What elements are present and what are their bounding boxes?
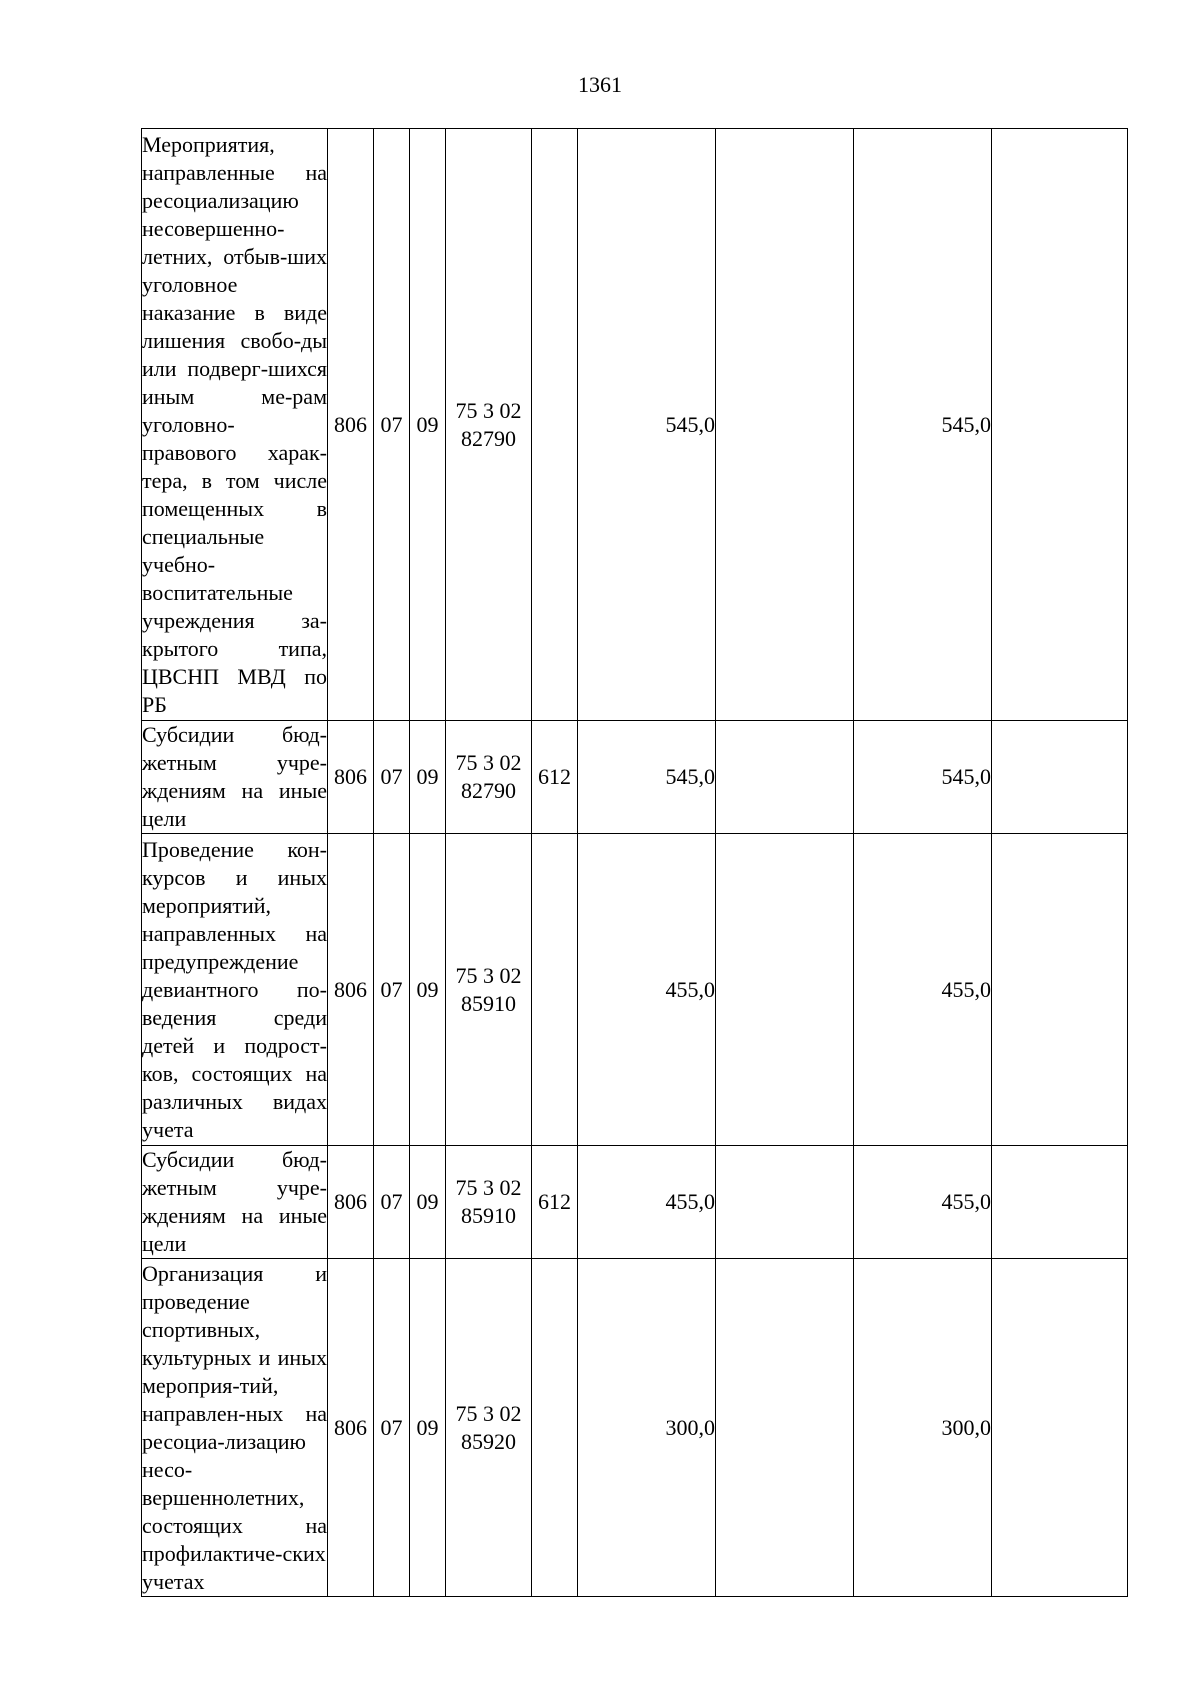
section-code: 07 — [374, 129, 410, 721]
ministry-code: 806 — [328, 834, 374, 1146]
table-row — [142, 1259, 1128, 1597]
amount-cell — [716, 129, 854, 721]
amount-cell: 545,0 — [578, 721, 716, 834]
row-description: Субсидии бюд-жетным учре-ждениям на иные цели — [142, 721, 328, 834]
page-number: 1361 — [578, 72, 622, 97]
expense-type-code: 612 — [532, 721, 578, 834]
expense-type-code — [532, 129, 578, 721]
table-row — [142, 721, 1128, 834]
ministry-code: 806 — [328, 1259, 374, 1597]
row-description: Проведение кон-курсов и иных мероприятий, направленных на предупреждение девиантного по-ведения среди детей и подрост-ков, состоящих на различных видах учета — [142, 834, 328, 1146]
amount-cell: 300,0 — [578, 1259, 716, 1597]
target-code-line2: 85910 — [461, 990, 516, 1016]
expense-type-code — [532, 1259, 578, 1597]
ministry-code: 806 — [328, 721, 374, 834]
target-code-line1: 75 3 02 — [455, 1400, 522, 1426]
target-code-line2: 82790 — [461, 425, 516, 451]
budget-table — [141, 128, 1128, 1597]
ministry-code: 806 — [328, 1146, 374, 1259]
amount-cell — [716, 1259, 854, 1597]
table-row — [142, 129, 1128, 721]
target-code-line2: 85910 — [461, 1203, 516, 1228]
target-article-code — [446, 1259, 532, 1597]
target-code-line1: 75 3 02 — [455, 750, 522, 775]
section-code: 07 — [374, 721, 410, 834]
amount-cell: 455,0 — [578, 834, 716, 1146]
amount-cell: 545,0 — [578, 129, 716, 721]
amount-cell — [992, 1146, 1128, 1259]
target-code-line1: 75 3 02 — [455, 397, 522, 423]
section-code: 07 — [374, 1259, 410, 1597]
amount-cell — [716, 834, 854, 1146]
amount-cell — [992, 129, 1128, 721]
amount-cell: 545,0 — [854, 129, 992, 721]
target-code-line2: 82790 — [461, 778, 516, 803]
amount-cell — [992, 834, 1128, 1146]
amount-cell — [992, 1259, 1128, 1597]
target-article-code — [446, 834, 532, 1146]
target-code-line1: 75 3 02 — [455, 1175, 522, 1200]
amount-cell — [992, 721, 1128, 834]
section-code: 07 — [374, 834, 410, 1146]
target-article-code — [446, 129, 532, 721]
target-code-line2: 85920 — [461, 1428, 516, 1454]
row-description: Субсидии бюд-жетным учре-ждениям на иные цели — [142, 1146, 328, 1259]
amount-cell: 455,0 — [578, 1146, 716, 1259]
amount-cell: 300,0 — [854, 1259, 992, 1597]
target-code-line1: 75 3 02 — [455, 962, 522, 988]
expense-type-code — [532, 834, 578, 1146]
table-row — [142, 1146, 1128, 1259]
target-article-code — [446, 721, 532, 834]
subsection-code: 09 — [410, 1259, 446, 1597]
section-code: 07 — [374, 1146, 410, 1259]
amount-cell — [716, 1146, 854, 1259]
amount-cell: 545,0 — [854, 721, 992, 834]
amount-cell: 455,0 — [854, 834, 992, 1146]
table-row — [142, 834, 1128, 1146]
expense-type-code: 612 — [532, 1146, 578, 1259]
subsection-code: 09 — [410, 834, 446, 1146]
amount-cell: 455,0 — [854, 1146, 992, 1259]
subsection-code: 09 — [410, 721, 446, 834]
subsection-code: 09 — [410, 129, 446, 721]
row-description: Мероприятия, направленные на ресоциализацию несовершенно-летних, отбыв-ших уголовное наказание в виде лишения свобо-ды или подверг-шихся иным ме-рам уголовно-правового харак-тера, в том числе помещенных в специальные учебно-воспитательные учреждения за-крытого типа, ЦВСНП МВД по РБ — [142, 129, 328, 721]
amount-cell — [716, 721, 854, 834]
ministry-code: 806 — [328, 129, 374, 721]
row-description: Организация и проведение спортивных, культурных и иных мероприя-тий, направлен-ных на ресоциа-лизацию несо-вершеннолетних, состоящих на профилактиче-ских учетах — [142, 1259, 328, 1597]
subsection-code: 09 — [410, 1146, 446, 1259]
target-article-code — [446, 1146, 532, 1259]
